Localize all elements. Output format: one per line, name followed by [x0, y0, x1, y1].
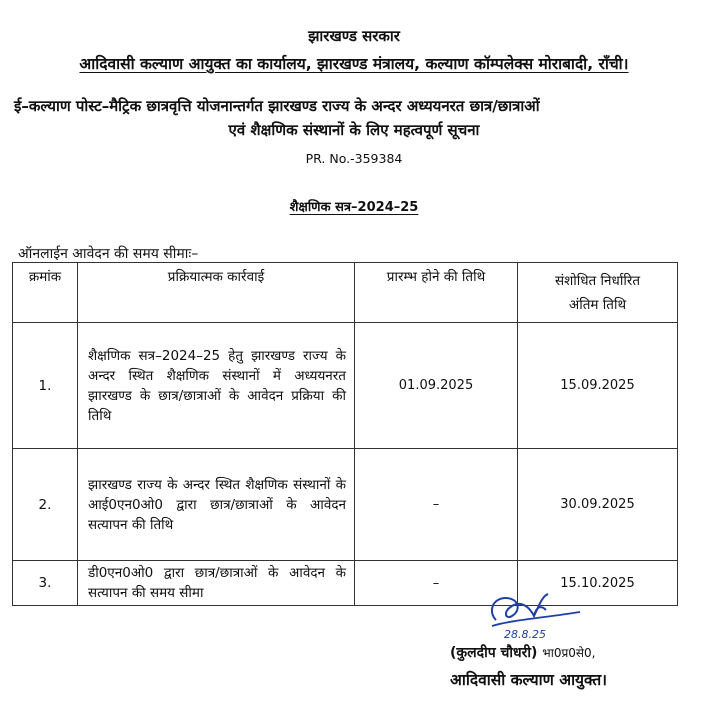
row-procedure: झारखण्ड राज्य के अन्दर स्थित शैक्षणिक संस्थानों के आई0एन0ओ0 द्वारा छात्र/छात्राओं के आवेदन सत्यापन की तिथि: [78, 449, 355, 561]
row-procedure: डी0एन0ओ0 द्वारा छात्र/छात्राओं के आवेदन के सत्यापन की समय सीमा: [78, 561, 355, 606]
signature-date: 28.8.25: [504, 628, 546, 640]
signer-designation: आदिवासी कल्याण आयुक्त।: [450, 671, 608, 689]
schedule-table: [12, 262, 678, 606]
government-title: झारखण्ड सरकार: [308, 27, 400, 45]
col-end-date-line2: अंतिम तिथि: [568, 296, 627, 313]
subject-line-1: ई–कल्याण पोस्ट–मैट्रिक छात्रवृत्ति योजनान्तर्गत झारखण्ड राज्य के अन्दर अध्ययनरत छात्र/छात्राओं: [14, 97, 540, 115]
pr-number: PR. No.-359384: [305, 151, 403, 166]
row-serial: 2.: [13, 449, 78, 561]
row-start-date: –: [355, 449, 518, 561]
row-serial: 3.: [13, 561, 78, 606]
timeline-label: ऑनलाईन आवेदन की समय सीमाः–: [18, 246, 199, 262]
row-start-date: –: [355, 561, 518, 606]
col-serial: क्रमांक: [13, 263, 78, 323]
signer-degree: भा0प्र0से0,: [542, 646, 596, 660]
col-end-date: [518, 263, 678, 323]
row-start-date: 01.09.2025: [355, 323, 518, 449]
row-serial: 1.: [13, 323, 78, 449]
row-end-date: 15.09.2025: [518, 323, 678, 449]
office-address: आदिवासी कल्याण आयुक्त का कार्यालय, झारखण्ड मंत्रालय, कल्याण कॉम्पलेक्स मोराबादी, राँची।: [79, 55, 629, 73]
academic-session: शैक्षणिक सत्र–2024–25: [289, 200, 419, 215]
row-end-date: 15.10.2025: [518, 561, 678, 606]
col-start-date: प्रारम्भ होने की तिथि: [355, 263, 518, 323]
col-end-date-line1: संशोधित निर्धारित: [554, 272, 641, 289]
col-procedure: प्रक्रियात्मक कार्रवाई: [78, 263, 355, 323]
table-row: [13, 323, 678, 449]
table-row: [13, 449, 678, 561]
row-procedure: शैक्षणिक सत्र–2024–25 हेतु झारखण्ड राज्य के अन्दर स्थित शैक्षणिक संस्थानों में अध्ययनरत झारखण्ड के छात्र/छात्राओं के आवेदन प्रक्रिया की तिथि: [78, 323, 355, 449]
row-end-date: 30.09.2025: [518, 449, 678, 561]
handwritten-signature: [482, 590, 586, 640]
signer-name-line: [450, 643, 595, 662]
table-header-row: [13, 263, 678, 323]
subject-line-2: एवं शैक्षणिक संस्थानों के लिए महत्वपूर्ण सूचना: [228, 121, 480, 139]
signature-stroke: [492, 594, 548, 620]
signer-name: (कुलदीप चौधरी): [450, 645, 538, 661]
